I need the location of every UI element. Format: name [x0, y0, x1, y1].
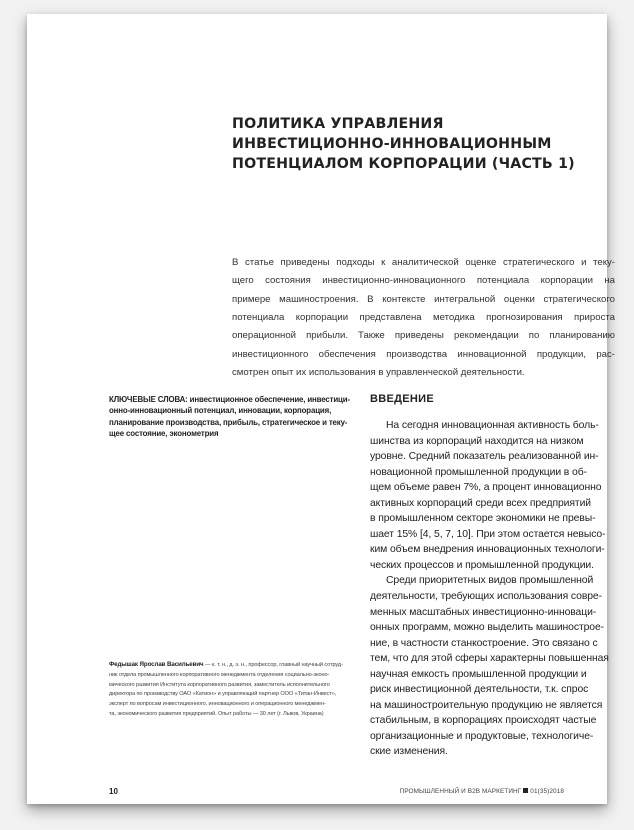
abstract-line: операционной прибыли. Также приведены рекомендации по планированию — [232, 330, 615, 342]
journal-issue: 01(35)2018 — [530, 788, 564, 795]
journal-page — [27, 14, 615, 804]
keywords-line: планирование производства, прибыль, стратегическое и теку- — [109, 417, 348, 427]
journal-name: ПРОМЫШЛЕННЫЙ И B2B МАРКЕТИНГ — [399, 788, 522, 795]
keywords-line: щее состояние, эконометрия — [109, 429, 219, 439]
body-line: тем, что для этой сферы характерны повышенная — [370, 653, 609, 665]
body-line: ские изменения. — [370, 746, 448, 758]
author-info — [109, 660, 357, 720]
abstract-line: щего состояния инвестиционно-инновационного потенциала корпорации на — [232, 275, 615, 287]
author-name: Федышак Ярослав Васильевич — [109, 661, 204, 668]
body-line: Среди приоритетных видов промышленной — [386, 575, 594, 587]
body-line: На сегодня инновационная активность боль- — [386, 420, 599, 431]
body-line: ческих процессов и промышленной продукции. — [370, 559, 594, 571]
body-line: на машиностроительную продукцию не является — [370, 699, 603, 711]
body-line: шинства из корпораций находится на низком — [370, 435, 584, 447]
abstract-line: примере машиностроения. В контексте интегральной оценки стратегического — [232, 293, 615, 305]
body-line: новационной промышленной продукции в об- — [370, 466, 587, 478]
author-line — [109, 660, 357, 671]
body-line: онных программ, можно выделить машинострое- — [370, 622, 604, 634]
body-line: уровне. Средний показатель реализованной ин- — [370, 451, 599, 463]
body-line: в промышленном секторе экономики не превы- — [370, 513, 596, 525]
body-line: риск инвестиционной деятельности, т.к. спрос — [370, 684, 589, 696]
body-line: деятельности, требующих использования совре- — [370, 591, 602, 603]
body-line: ние, в частности станкостроение. Это связано с — [370, 637, 598, 649]
keywords-line: онно-инновационный потенциал, инновации, корпорация, — [109, 406, 332, 416]
keywords — [109, 394, 354, 440]
body-line: ким объем внедрения инновационных технологи- — [370, 544, 605, 556]
journal-footer — [400, 788, 564, 795]
abstract-line: инвестиционного обеспечения производства инновационной продукции, рас- — [232, 348, 615, 360]
author-line: эксперт по вопросам инвестиционного, инновационного и операционного менеджмен- — [109, 701, 326, 708]
body-line: организационные и продуктовые, технологиче- — [370, 730, 594, 742]
abstract-line: В статье приведены подходы к аналитической оценке стратегического и теку- — [232, 257, 615, 268]
title-line: ПОТЕНЦИАЛОМ КОРПОРАЦИИ (ЧАСТЬ 1) — [232, 156, 575, 172]
author-line: директора по производству ОАО «Катион» и управляющий партнер ООО «Титан-Инвест», — [109, 691, 337, 698]
page-number: 10 — [109, 787, 118, 796]
abstract-line: смотрен опыт их использования в управленческой деятельности. — [232, 367, 525, 379]
body-line: щем объеме равен 7%, а процент инновационно — [370, 482, 602, 494]
author-text: — к. т. н., д. э. н., профессор, главный научный сотруд- — [203, 662, 343, 668]
title-line: ПОЛИТИКА УПРАВЛЕНИЯ — [232, 116, 444, 132]
body-line: научная емкость промышленной продукции и — [370, 668, 587, 680]
author-line: ник отдела промышленного корпоративного менеджмента отделения социально-эконо- — [109, 671, 330, 678]
title-line: ИНВЕСТИЦИОННО-ИННОВАЦИОННЫМ — [232, 136, 552, 152]
author-line: мического развития Института корпоративного развития, заместитель исполнительного — [109, 681, 330, 688]
body-line: шает 15% [4, 5, 7, 10]. При этом остается невысо- — [370, 528, 606, 540]
author-line: та, экономического развития предприятий. Опыт работы — 30 лет (г. Львов, Украина) — [109, 710, 324, 717]
square-icon — [523, 788, 528, 793]
keywords-line: КЛЮЧЕВЫЕ СЛОВА: инвестиционное обеспечение, инвестици- — [109, 395, 350, 404]
article-title — [232, 114, 592, 174]
abstract — [232, 254, 615, 382]
section-heading: ВВЕДЕНИЕ — [370, 393, 434, 405]
body-line: стабильным, в корпорациях происходят частые — [370, 715, 597, 727]
body-line: активных корпораций среди всех предприятий — [370, 497, 591, 509]
body-line: менных масштабных инвестиционно-инноваци- — [370, 606, 597, 618]
abstract-line: потенциала корпорации представлена методика прогнозирования прироста — [232, 312, 615, 324]
body-text — [370, 418, 620, 760]
